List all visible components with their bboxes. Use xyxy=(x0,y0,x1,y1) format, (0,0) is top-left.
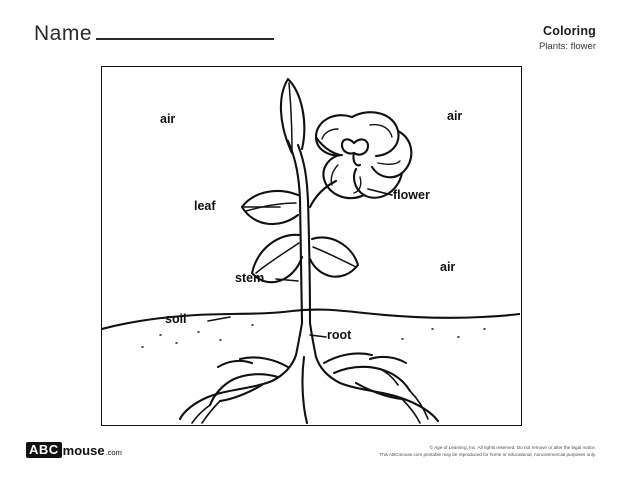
leader-flower xyxy=(368,189,392,195)
page-title: Coloring xyxy=(543,24,596,38)
leaf-left-lower-vein xyxy=(256,243,299,273)
name-label: Name xyxy=(34,22,93,45)
logo-mouse-text: mouse xyxy=(62,443,105,458)
logo-abc-text: ABC xyxy=(26,442,62,458)
label-air-top-left: air xyxy=(160,112,176,126)
label-root: root xyxy=(327,328,352,342)
legal-notice xyxy=(379,444,596,458)
petal-upper-left xyxy=(316,115,352,155)
flower-center-a xyxy=(342,139,354,153)
flower-center-b xyxy=(354,139,368,154)
page-subtitle: Plants: flower xyxy=(538,41,596,52)
root-system xyxy=(180,323,438,423)
abcmouse-logo xyxy=(26,442,122,458)
leader-soil xyxy=(208,317,230,321)
label-leaf: leaf xyxy=(194,199,216,213)
petal-right xyxy=(372,131,411,177)
legal-line-2: This ABCmouse.com printable may be reproduced for home or educational, noncommercial purposes only. xyxy=(379,452,596,457)
label-soil: soil xyxy=(165,312,187,326)
label-air-top-right: air xyxy=(447,109,463,123)
label-air-right: air xyxy=(440,260,456,274)
header-meta xyxy=(539,24,596,52)
stem-line-left xyxy=(288,141,302,322)
coloring-frame xyxy=(101,66,522,426)
label-flower: flower xyxy=(393,188,430,202)
leaf-top-vein xyxy=(289,83,292,151)
name-write-line[interactable] xyxy=(96,36,274,40)
logo-com-text: .com xyxy=(105,448,122,457)
legal-line-1: © Age of Learning, Inc. All rights reserved. Do not remove or alter the legal notice. xyxy=(429,445,596,450)
label-stem: stem xyxy=(235,271,265,285)
name-field-row xyxy=(34,22,274,46)
